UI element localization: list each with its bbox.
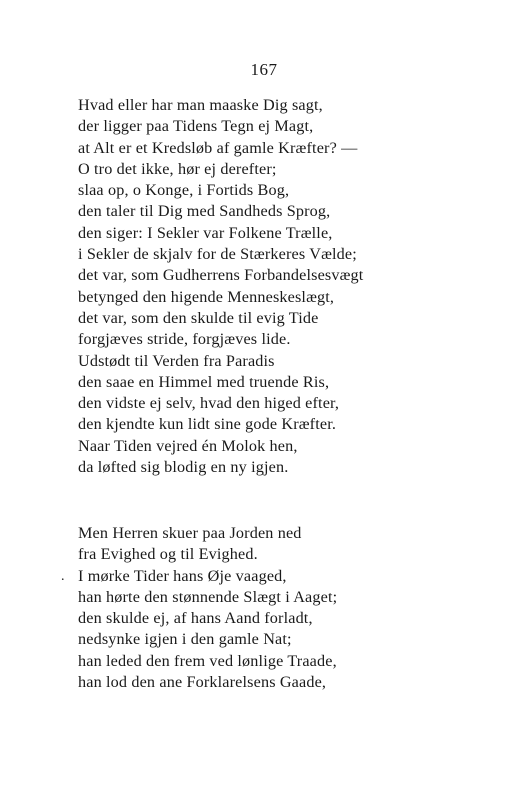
poem-line: han lod den ane Forklarelsens Gaade,: [78, 673, 327, 692]
poem-line: Naar Tiden vejred én Molok hen,: [78, 436, 298, 455]
poem-line: Men Herren skuer paa Jorden ned: [78, 524, 302, 542]
poem-line: i Sekler de skjalv for de Stærkeres Vælde;: [78, 245, 357, 264]
poem-line: det var, som den skulde til evig Tide: [78, 308, 319, 327]
poem-line: det var, som Gudherrens Forbandelsesvægt: [78, 266, 364, 285]
poem-line: betynged den higende Menneskeslægt,: [78, 287, 335, 306]
poem-line: den siger: I Sekler var Folkene Trælle,: [78, 223, 333, 242]
poem-line: O tro det ikke, hør ej derefter;: [78, 159, 277, 178]
page-number: 167: [250, 60, 278, 79]
poem-line: den saae en Himmel med truende Ris,: [78, 372, 330, 391]
poem-line: at Alt er et Kredsløb af gamle Kræfter? —: [78, 138, 358, 157]
poem-line: Udstødt til Verden fra Paradis: [78, 351, 275, 370]
poem-line: den kjendte kun lidt sine gode Kræfter.: [78, 415, 337, 434]
poem-line: der ligger paa Tidens Tegn ej Magt,: [78, 117, 314, 136]
poem-line: han hørte den stønnende Slægt i Aaget;: [78, 587, 338, 606]
poem-line: slaa op, o Konge, i Fortids Bog,: [78, 181, 290, 200]
poem-line: den skulde ej, af hans Aand forladt,: [78, 609, 313, 628]
poem-line: fra Evighed og til Evighed.: [78, 545, 258, 564]
poem-line: nedsynke igjen i den gamle Nat;: [78, 630, 292, 649]
stanza-2: [78, 523, 518, 693]
poem-line: den vidste ej selv, hvad den higed efter,: [78, 394, 340, 413]
poem-line: den taler til Dig med Sandheds Sprog,: [78, 202, 331, 221]
poem-line: forgjæves stride, forgjæves lide.: [78, 330, 291, 349]
poem-line: han leded den frem ved lønlige Traade,: [78, 651, 337, 670]
poem-line: I mørke Tider hans Øje vaaged,: [78, 566, 287, 585]
poem-line: Hvad eller har man maaske Dig sagt,: [78, 96, 323, 114]
stray-mark: .: [61, 569, 65, 584]
poem-line: da løfted sig blodig en ny igjen.: [78, 458, 289, 477]
stanza-1: [78, 95, 518, 478]
